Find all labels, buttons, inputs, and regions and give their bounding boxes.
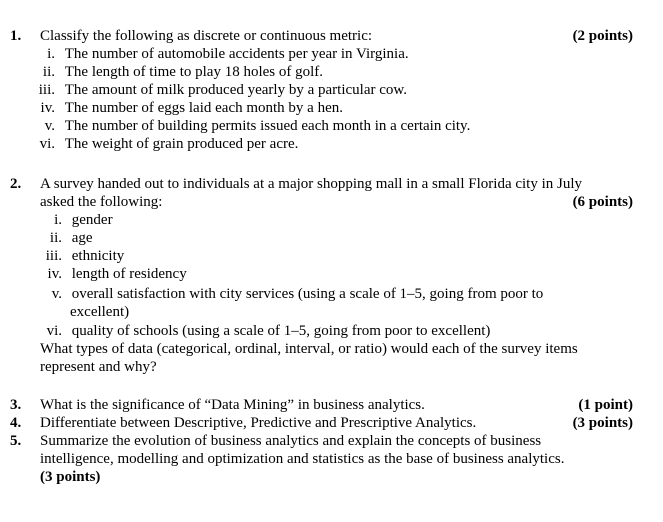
item-text: The number of automobile accidents per year in Virginia. (64, 46, 409, 62)
item-text: The length of time to play 18 holes of golf. (64, 64, 324, 80)
roman-numeral: i. (54, 212, 62, 228)
roman-numeral: iii. (45, 248, 62, 264)
question-1-text: Classify the following as discrete or continuous metric: (40, 28, 373, 44)
roman-numeral: vi. (46, 323, 62, 339)
item-text: overall satisfaction with city services (using a scale of 1–5, going from poor to (71, 286, 544, 302)
item-text: The number of building permits issued each month in a certain city. (64, 118, 471, 134)
question-5-text-line2: intelligence, modelling and optimization and statistics as the base of business analytics. (40, 451, 565, 467)
question-3-number: 3. (10, 397, 22, 413)
question-1-item-6 (0, 135, 298, 153)
question-1-item-5 (0, 117, 470, 135)
roman-numeral: iii. (38, 82, 55, 98)
question-4-text: Differentiate between Descriptive, Predictive and Prescriptive Analytics. (40, 415, 477, 431)
question-5-text-line1: Summarize the evolution of business analytics and explain the concepts of business (40, 433, 542, 449)
question-3-points: (1 point) (578, 397, 633, 413)
question-1-number: 1. (10, 28, 22, 44)
roman-numeral: vi. (39, 136, 55, 152)
question-2-item-6 (0, 322, 490, 340)
question-2-item-4 (0, 265, 187, 283)
question-2-text-line2: asked the following: (40, 194, 163, 210)
roman-numeral: ii. (42, 64, 55, 80)
question-1-points: (2 points) (572, 28, 633, 44)
question-2-item-2 (0, 229, 93, 247)
question-1-item-2 (0, 63, 323, 81)
question-4-number: 4. (10, 415, 22, 431)
item-text: gender (71, 212, 113, 228)
question-3-text: What is the significance of “Data Mining” in business analytics. (40, 397, 425, 413)
question-4-points: (3 points) (572, 415, 633, 431)
question-2-item-3 (0, 247, 124, 265)
roman-numeral: i. (47, 46, 55, 62)
roman-numeral: v. (51, 286, 62, 302)
item-text: The number of eggs laid each month by a hen. (64, 100, 343, 116)
item-text: length of residency (71, 266, 187, 282)
question-1-item-4 (0, 99, 343, 117)
roman-numeral: iv. (47, 266, 62, 282)
question-5-points: (3 points) (40, 469, 101, 485)
question-2-number: 2. (10, 176, 22, 192)
question-2-item-5-continued: excellent) (70, 304, 130, 320)
question-2-item-5 (0, 285, 543, 303)
roman-numeral: v. (44, 118, 55, 134)
question-1-item-1 (0, 45, 409, 63)
item-text: The weight of grain produced per acre. (64, 136, 299, 152)
question-2-points: (6 points) (572, 194, 633, 210)
roman-numeral: ii. (49, 230, 62, 246)
roman-numeral: iv. (40, 100, 55, 116)
question-1-item-3 (0, 81, 407, 99)
question-2-text-line1: A survey handed out to individuals at a major shopping mall in a small Florida city in July (40, 176, 583, 192)
item-text: ethnicity (71, 248, 125, 264)
item-text: age (71, 230, 93, 246)
item-text: quality of schools (using a scale of 1–5, going from poor to excellent) (71, 323, 491, 339)
question-5-number: 5. (10, 433, 22, 449)
question-2-follow-line2: represent and why? (40, 359, 157, 375)
question-2-item-1 (0, 211, 113, 229)
question-2-follow-line1: What types of data (categorical, ordinal, interval, or ratio) would each of the survey items (40, 341, 578, 357)
item-text: The amount of milk produced yearly by a particular cow. (64, 82, 407, 98)
